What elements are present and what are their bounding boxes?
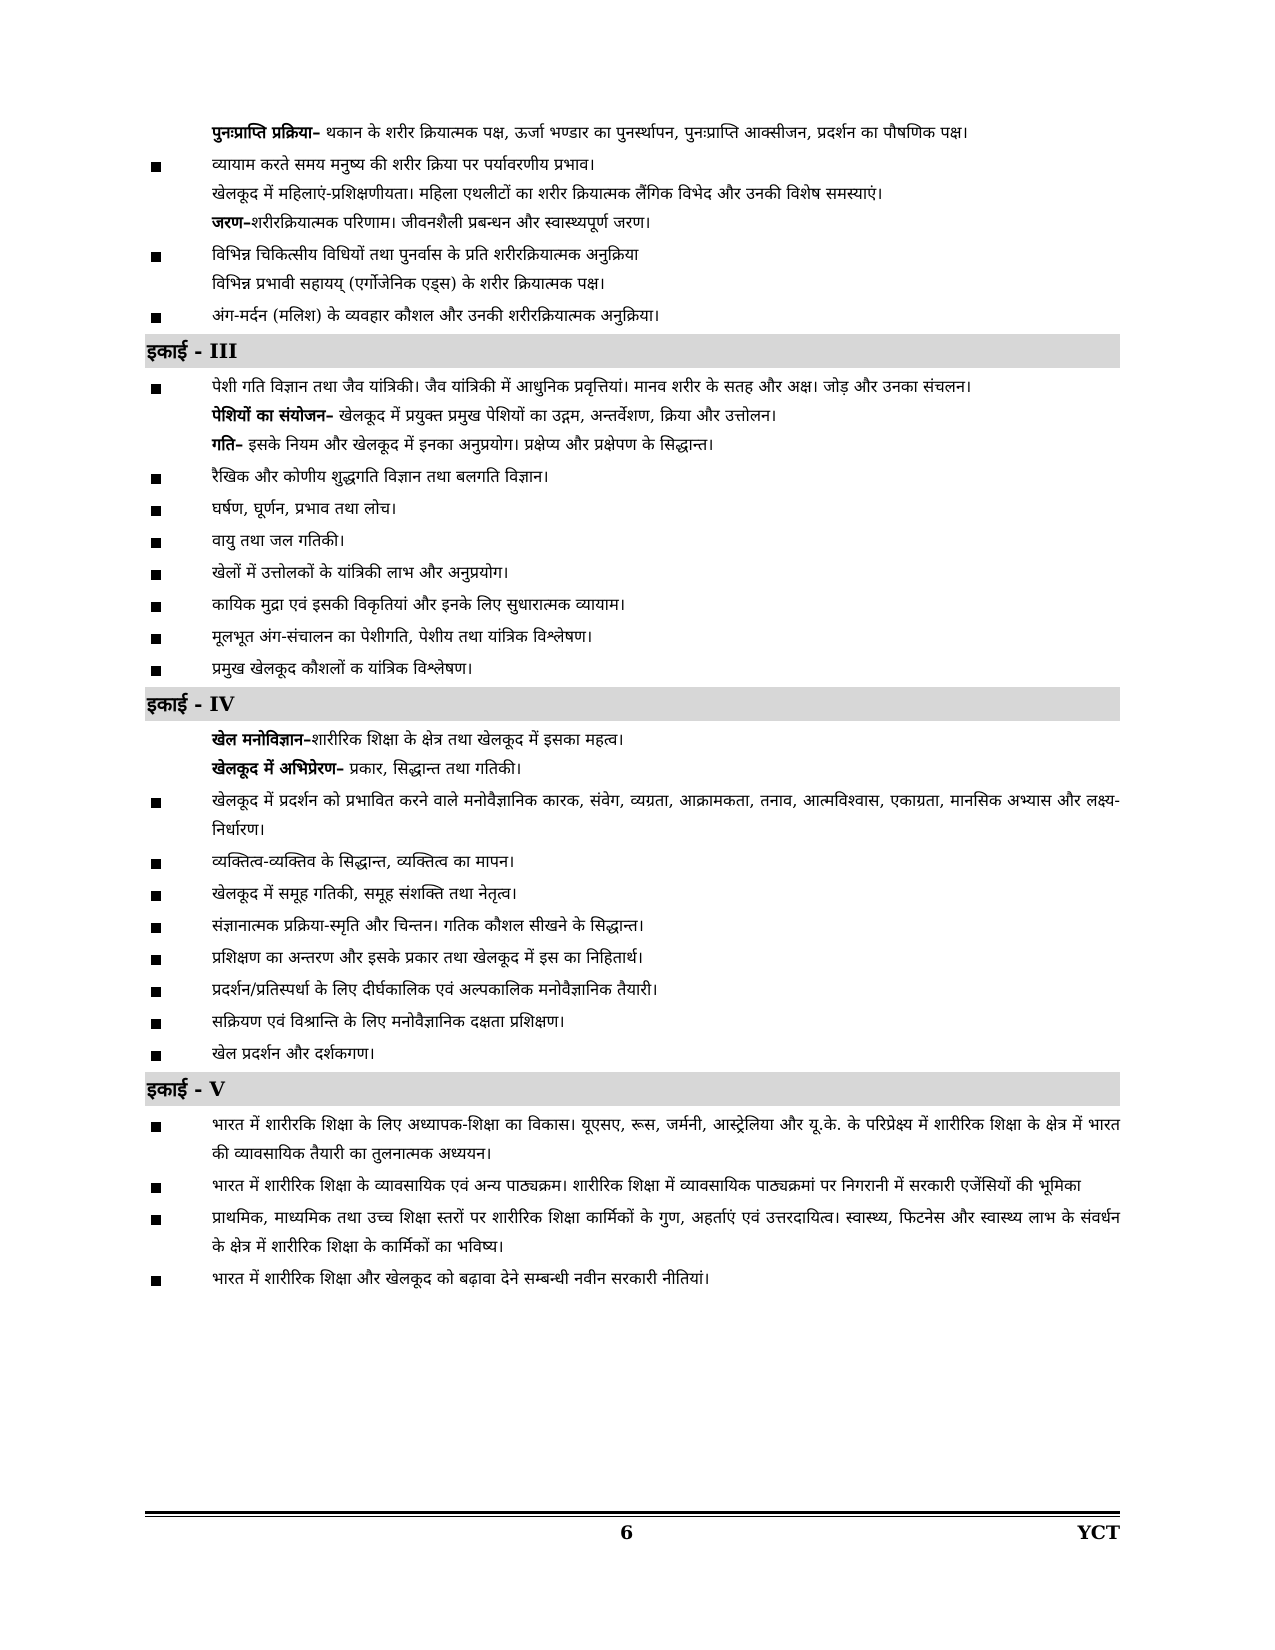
item-text: शरीरक्रियात्मक परिणाम। जीवनशैली प्रबन्धन और स्वास्थ्यपूर्ण जरण। xyxy=(251,213,651,232)
item-text: खेलकूद में प्रयुक्त प्रमुख पेशियों का उद्गम, अन्तर्वेशण, क्रिया और उत्तोलन। xyxy=(333,406,777,425)
syllabus-content xyxy=(145,118,1120,1293)
item-text: खेलकूद में प्रदर्शन को प्रभावित करने वाले मनोवैज्ञानिक कारक, संवेग, व्यग्रता, आक्रामकता, तनाव, आत्मविश्वास, एकाग्रता, मानसिक अभ्यास और लक्ष्य-निर्धारण। xyxy=(212,791,1120,839)
bullet-item xyxy=(145,494,1120,523)
square-bullet-icon xyxy=(151,384,161,394)
list-item xyxy=(145,118,1120,147)
list-item xyxy=(145,269,1120,298)
bullet-item xyxy=(145,975,1120,1004)
item-text: खेल प्रदर्शन और दर्शकगण। xyxy=(212,1044,375,1063)
unit-heading: इकाई - III xyxy=(145,334,1120,368)
bullet-item xyxy=(145,301,1120,330)
square-bullet-icon xyxy=(151,570,161,580)
item-text: संज्ञानात्मक प्रक्रिया-स्मृति और चिन्तन। गतिक कौशल सीखने के सिद्धान्त। xyxy=(212,916,644,935)
square-bullet-icon xyxy=(151,1276,161,1286)
bullet-item xyxy=(145,1264,1120,1293)
bullet-item xyxy=(145,372,1120,401)
item-text: रैखिक और कोणीय शुद्धगति विज्ञान तथा बलगति विज्ञान। xyxy=(212,467,549,486)
item-text: खेलों में उत्तोलकों के यांत्रिकी लाभ और अनुप्रयोग। xyxy=(212,563,509,582)
square-bullet-icon xyxy=(151,1215,161,1225)
item-text: खेलकूद में समूह गतिकी, समूह संशक्ति तथा नेतृत्व। xyxy=(212,884,517,903)
square-bullet-icon xyxy=(151,506,161,516)
square-bullet-icon xyxy=(151,634,161,644)
square-bullet-icon xyxy=(151,1183,161,1193)
item-bold-term: गति– xyxy=(212,435,244,454)
square-bullet-icon xyxy=(151,252,161,262)
bullet-item xyxy=(145,1203,1120,1261)
square-bullet-icon xyxy=(151,602,161,612)
square-bullet-icon xyxy=(151,859,161,869)
bullet-item xyxy=(145,1007,1120,1036)
bullet-item xyxy=(145,150,1120,179)
bullet-item xyxy=(145,654,1120,683)
bullet-item xyxy=(145,1171,1120,1200)
bullet-item xyxy=(145,1039,1120,1068)
bullet-item xyxy=(145,622,1120,651)
square-bullet-icon xyxy=(151,798,161,808)
bullet-item xyxy=(145,526,1120,555)
bullet-item xyxy=(145,786,1120,844)
bullet-item xyxy=(145,847,1120,876)
square-bullet-icon xyxy=(151,987,161,997)
square-bullet-icon xyxy=(151,1019,161,1029)
list-item xyxy=(145,179,1120,208)
bullet-item xyxy=(145,943,1120,972)
item-bold-term: जरण– xyxy=(212,213,252,232)
unit-heading: इकाई - V xyxy=(145,1072,1120,1106)
square-bullet-icon xyxy=(151,1122,161,1132)
list-item xyxy=(145,430,1120,459)
item-text: व्यायाम करते समय मनुष्य की शरीर क्रिया पर पर्यावरणीय प्रभाव। xyxy=(212,155,595,174)
item-text: भारत में शारीरिक शिक्षा और खेलकूद को बढ़ावा देने सम्बन्धी नवीन सरकारी नीतियां। xyxy=(212,1269,710,1288)
bullet-item xyxy=(145,879,1120,908)
bullet-item xyxy=(145,462,1120,491)
square-bullet-icon xyxy=(151,666,161,676)
bullet-item xyxy=(145,911,1120,940)
square-bullet-icon xyxy=(151,162,161,172)
square-bullet-icon xyxy=(151,1051,161,1061)
bullet-item xyxy=(145,240,1120,269)
unit-heading: इकाई - IV xyxy=(145,687,1120,721)
square-bullet-icon xyxy=(151,891,161,901)
square-bullet-icon xyxy=(151,955,161,965)
item-text: वायु तथा जल गतिकी। xyxy=(212,531,345,550)
item-text: थकान के शरीर क्रियात्मक पक्ष, ऊर्जा भण्डार का पुनर्स्थापन, पुनःप्राप्ति आक्सीजन, प्रदर्शन का पौषणिक पक्ष। xyxy=(320,123,968,142)
item-text: घर्षण, घूर्णन, प्रभाव तथा लोच। xyxy=(212,499,397,518)
item-text: इसके नियम और खेलकूद में इनका अनुप्रयोग। प्रक्षेप्य और प्रक्षेपण के सिद्धान्त। xyxy=(243,435,714,454)
bullet-item xyxy=(145,558,1120,587)
square-bullet-icon xyxy=(151,923,161,933)
list-item xyxy=(145,754,1120,783)
item-text: अंग-मर्दन (मलिश) के व्यवहार कौशल और उनकी शरीरक्रियात्मक अनुक्रिया। xyxy=(212,306,660,325)
item-text: विभिन्न चिकित्सीय विधियों तथा पुनर्वास के प्रति शरीरक्रियात्मक अनुक्रिया xyxy=(212,245,639,264)
item-text: भारत में शारीरकि शिक्षा के लिए अध्यापक-शिक्षा का विकास। यूएसए, रूस, जर्मनी, आस्ट्रेलिया और यू.के. के परिप्रेक्ष्य में शारीरिक शिक्षा के क्षेत्र में भारत की व्यावसायिक तैयारी का तुलनात्मक अध्ययन। xyxy=(212,1115,1120,1163)
item-text: व्यक्तित्व-व्यक्तिव के सिद्धान्त, व्यक्तित्व का मापन। xyxy=(212,852,515,871)
bullet-item xyxy=(145,590,1120,619)
square-bullet-icon xyxy=(151,474,161,484)
page-number: 6 xyxy=(620,1522,634,1544)
item-text: भारत में शारीरिक शिक्षा के व्यावसायिक एवं अन्य पाठ्यक्रम। शारीरिक शिक्षा में व्यावसायिक पाठ्यक्रमां पर निगरानी में सरकारी एजेंसियों की भूमिका xyxy=(212,1176,1081,1195)
item-text: प्रमुख खेलकूद कौशलों क यांत्रिक विश्लेषण। xyxy=(212,659,473,678)
square-bullet-icon xyxy=(151,313,161,323)
item-text: प्राथमिक, माध्यमिक तथा उच्च शिक्षा स्तरों पर शारीरिक शिक्षा कार्मिकों के गुण, अहर्ताएं एवं उत्तरदायित्व। स्वास्थ्य, फिटनेस और स्वास्थ्य लाभ के संवर्धन के क्षेत्र में शारीरिक शिक्षा के कार्मिकों का भविष्य। xyxy=(212,1208,1120,1256)
item-bold-term: खेलकूद में अभिप्रेरण– xyxy=(212,759,345,778)
item-bold-term: खेल मनोविज्ञान– xyxy=(212,730,312,749)
item-text: पेशी गति विज्ञान तथा जैव यांत्रिकी। जैव यांत्रिकी में आधुनिक प्रवृत्तियां। मानव शरीर के सतह और अक्ष। जोड़ और उनका संचलन। xyxy=(212,377,972,396)
footer-rule-thin xyxy=(145,1516,1120,1517)
item-text: शारीरिक शिक्षा के क्षेत्र तथा खेलकूद में इसका महत्व। xyxy=(311,730,624,749)
item-bold-term: पेशियों का संयोजन– xyxy=(212,406,334,425)
bullet-item xyxy=(145,1110,1120,1168)
item-text: खेलकूद में महिलाएं-प्रशिक्षणीयता। महिला एथलीटों का शरीर क्रियात्मक लैंगिक विभेद और उनकी विशेष समस्याएं। xyxy=(212,184,883,203)
list-item xyxy=(145,401,1120,430)
item-text: कायिक मुद्रा एवं इसकी विकृतियां और इनके लिए सुधारात्मक व्यायाम। xyxy=(212,595,626,614)
footer-brand: YCT xyxy=(1077,1522,1120,1544)
square-bullet-icon xyxy=(151,538,161,548)
footer-rule xyxy=(145,1511,1120,1514)
item-text: प्रदर्शन/प्रतिस्पर्धा के लिए दीर्घकालिक एवं अल्पकालिक मनोवैज्ञानिक तैयारी। xyxy=(212,980,658,999)
item-text: प्रशिक्षण का अन्तरण और इसके प्रकार तथा खेलकूद में इस का निहितार्थ। xyxy=(212,948,644,967)
item-text: मूलभूत अंग-संचालन का पेशीगति, पेशीय तथा यांत्रिक विश्लेषण। xyxy=(212,627,593,646)
item-bold-term: पुनःप्राप्ति प्रक्रिया– xyxy=(212,123,321,142)
item-text: प्रकार, सिद्धान्त तथा गतिकी। xyxy=(344,759,522,778)
list-item xyxy=(145,725,1120,754)
item-text: सक्रियण एवं विश्रान्ति के लिए मनोवैज्ञानिक दक्षता प्रशिक्षण। xyxy=(212,1012,565,1031)
item-text: विभिन्न प्रभावी सहायय् (एर्गोजेनिक एड्स) के शरीर क्रियात्मक पक्ष। xyxy=(212,274,605,293)
list-item xyxy=(145,208,1120,237)
